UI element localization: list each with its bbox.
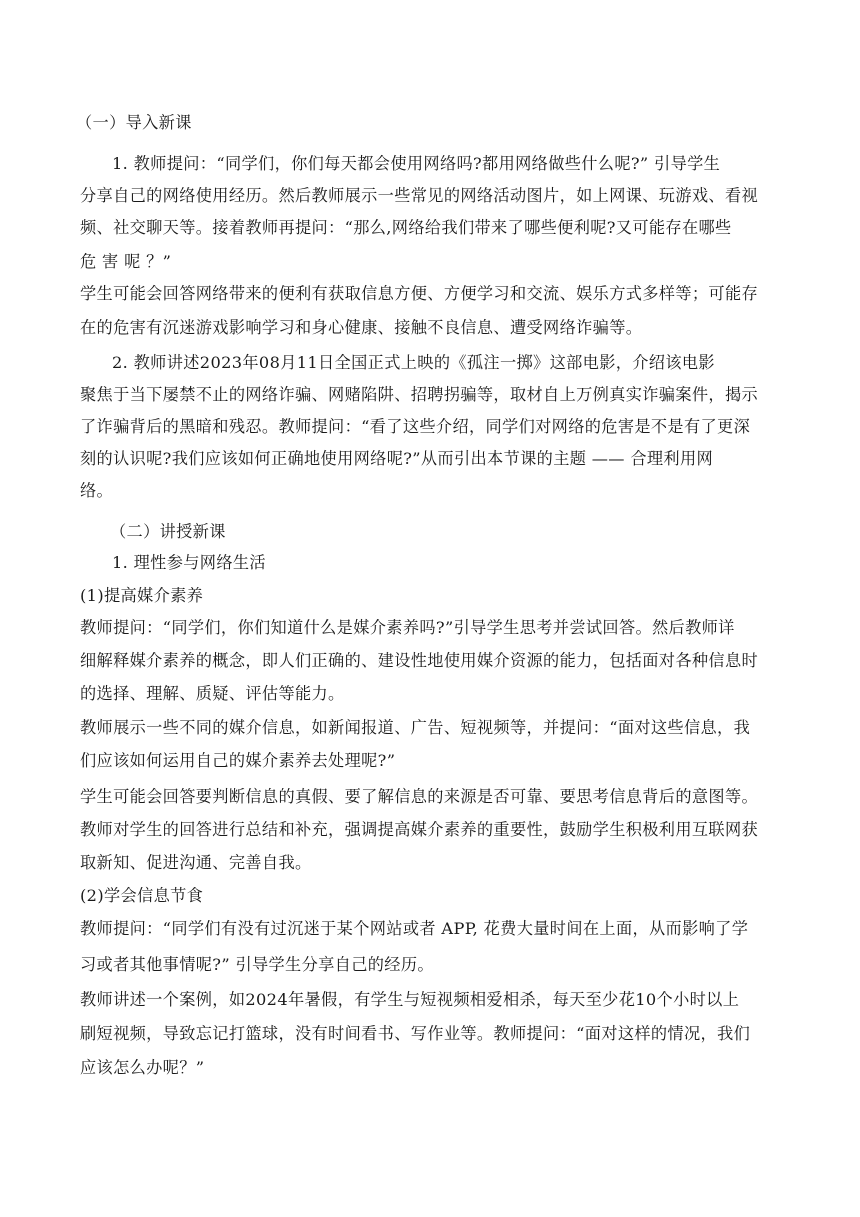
paragraph-line: 取新知、促进沟通、完善自我。 bbox=[80, 853, 312, 872]
section-heading-intro: （一）导入新课 bbox=[76, 113, 192, 132]
subsection-heading: (2)学会信息节食 bbox=[80, 886, 204, 905]
paragraph-line: 聚焦于当下屡禁不止的网络诈骗、网赌陷阱、招聘拐骗等，取材自上万例真实诈骗案件，揭示 bbox=[80, 385, 759, 404]
paragraph-line: 2. 教师讲述2023年08月11日全国正式上映的《孤注一掷》这部电影，介绍该电影 bbox=[112, 353, 715, 372]
paragraph-line: 们应该如何运用自己的媒介素养去处理呢?” bbox=[80, 751, 396, 770]
paragraph-line: 刻的认识呢?我们应该如何正确地使用网络呢?”从而引出本节课的主题 —— 合理利用网 bbox=[80, 449, 714, 468]
paragraph-line: 应该怎么办呢？” bbox=[80, 1058, 205, 1077]
paragraph-line: 在的危害有沉迷游戏影响学习和身心健康、接触不良信息、遭受网络诈骗等。 bbox=[80, 318, 643, 337]
paragraph-line: 分享自己的网络使用经历。然后教师展示一些常见的网络活动图片，如上网课、玩游戏、看视 bbox=[80, 186, 759, 205]
paragraph-line: 学生可能会回答要判断信息的真假、要了解信息的来源是否可靠、要思考信息背后的意图等。 bbox=[80, 787, 759, 806]
paragraph-line: 教师展示一些不同的媒介信息，如新闻报道、广告、短视频等，并提问：“面对这些信息，我 bbox=[80, 718, 751, 737]
paragraph-line: 教师提问：“同学们有没有过沉迷于某个网站或者 APP, 花费大量时间在上面，从而影响了学 bbox=[80, 919, 749, 938]
paragraph-line: 了诈骗背后的黑暗和残忍。教师提问：“看了这些介绍，同学们对网络的危害是不是有了更深 bbox=[80, 417, 751, 436]
paragraph-line: 刷短视频，导致忘记打篮球，没有时间看书、写作业等。教师提问：“面对这样的情况，我们 bbox=[80, 1024, 751, 1043]
paragraph-line: 习或者其他事情呢?” 引导学生分享自己的经历。 bbox=[80, 955, 434, 974]
paragraph-line: 频、社交聊天等。接着教师再提问：“那么,网络给我们带来了哪些便利呢?又可能存在哪些 bbox=[80, 218, 732, 237]
subsection-heading: 1. 理性参与网络生活 bbox=[112, 553, 266, 572]
subsection-heading: (1)提高媒介素养 bbox=[80, 586, 204, 605]
paragraph-line: 危 害 呢 ？” bbox=[80, 252, 172, 271]
section-heading-teaching: （二）讲授新课 bbox=[110, 522, 226, 541]
paragraph-line: 细解释媒介素养的概念，即人们正确的、建设性地使用媒介资源的能力，包括面对各种信息时 bbox=[80, 651, 759, 670]
paragraph-line: 教师讲述一个案例，如2024年暑假，有学生与短视频相爱相杀，每天至少花10个小时以上 bbox=[80, 990, 740, 1009]
paragraph-line: 络。 bbox=[80, 481, 114, 500]
paragraph-line: 的选择、理解、质疑、评估等能力。 bbox=[80, 684, 345, 703]
paragraph-line: 教师对学生的回答进行总结和补充，强调提高媒介素养的重要性，鼓励学生积极利用互联网获 bbox=[80, 820, 759, 839]
paragraph-line: 学生可能会回答网络带来的便利有获取信息方便、方便学习和交流、娱乐方式多样等；可能存 bbox=[80, 284, 759, 303]
paragraph-line: 1. 教师提问：“同学们，你们每天都会使用网络吗?都用网络做些什么呢?” 引导学生 bbox=[112, 154, 721, 173]
paragraph-line: 教师提问：“同学们，你们知道什么是媒介素养吗?”引导学生思考并尝试回答。然后教师详 bbox=[80, 618, 735, 637]
